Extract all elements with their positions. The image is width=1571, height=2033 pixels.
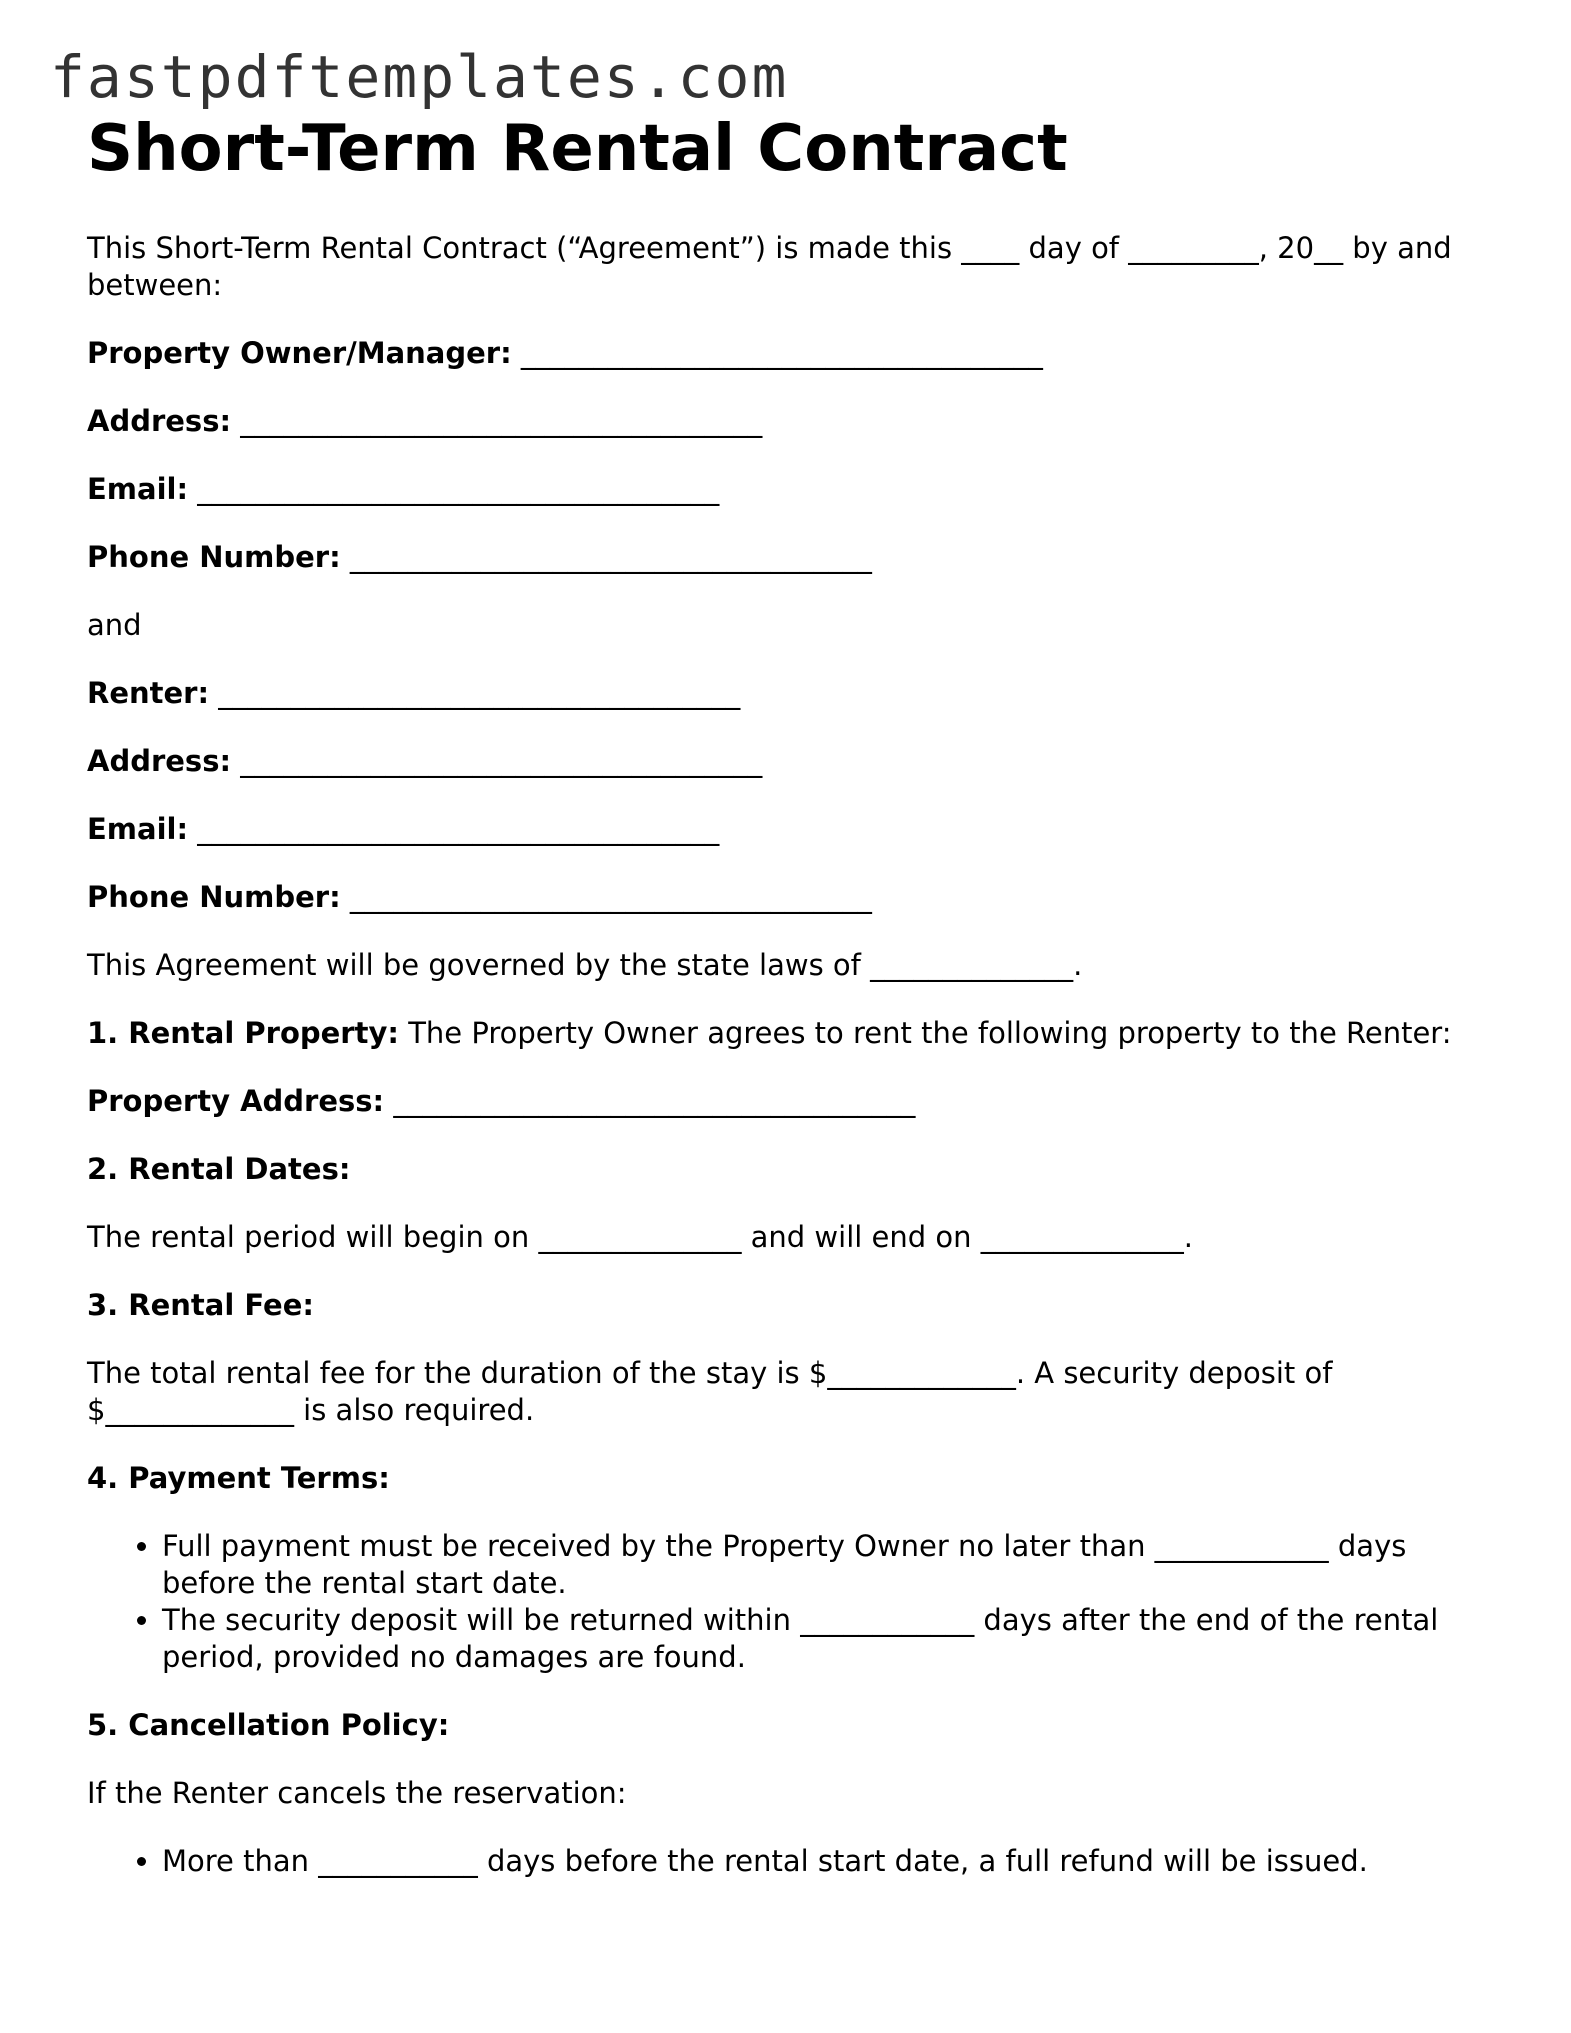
property-address-blank: ____________________________________ bbox=[393, 1084, 916, 1119]
section-2-text: The rental period will begin on ______________ and will end on ______________. bbox=[87, 1220, 1193, 1255]
section-3-heading: 3. Rental Fee: bbox=[87, 1288, 314, 1323]
owner-email-label: Email: bbox=[87, 472, 189, 507]
owner-email-blank: ____________________________________ bbox=[197, 472, 720, 507]
renter-email-field bbox=[87, 811, 1507, 848]
renter-name-blank: ____________________________________ bbox=[218, 676, 741, 711]
section-2-heading: 2. Rental Dates: bbox=[87, 1152, 351, 1187]
renter-email-label: Email: bbox=[87, 812, 189, 847]
owner-address-label: Address: bbox=[87, 404, 232, 439]
owner-name-field bbox=[87, 335, 1507, 372]
list-item: • Full payment must be received by the Property Owner no later than ____________ days before the rental start date. bbox=[162, 1528, 1507, 1602]
renter-phone-blank: ____________________________________ bbox=[349, 880, 872, 915]
section-rental-property bbox=[87, 1015, 1507, 1052]
section-4-heading: 4. Payment Terms: bbox=[87, 1461, 390, 1496]
watermark: fastpdftemplates.com bbox=[50, 43, 789, 111]
section-1-heading: 1. Rental Property: bbox=[87, 1016, 399, 1051]
owner-address-blank: ____________________________________ bbox=[240, 404, 763, 439]
renter-name-field bbox=[87, 675, 1507, 712]
owner-phone-label: Phone Number: bbox=[87, 540, 341, 575]
owner-phone-field bbox=[87, 539, 1507, 576]
renter-address-blank: ____________________________________ bbox=[240, 744, 763, 779]
owner-address-field bbox=[87, 403, 1507, 440]
document-title: Short-Term Rental Contract bbox=[87, 112, 1068, 186]
list-item: • More than ___________ days before the rental start date, a full refund will be issued. bbox=[162, 1843, 1507, 1880]
property-address-label: Property Address: bbox=[87, 1084, 385, 1119]
section-5-heading: 5. Cancellation Policy: bbox=[87, 1708, 450, 1743]
renter-address-label: Address: bbox=[87, 744, 232, 779]
renter-address-field bbox=[87, 743, 1507, 780]
section-5-text: If the Renter cancels the reservation: bbox=[87, 1776, 627, 1811]
document-body bbox=[87, 114, 1507, 1911]
section-3-text: The total rental fee for the duration of the stay is $_____________. A security deposit of $_____________ is also required. bbox=[87, 1356, 1333, 1428]
renter-name-label: Renter: bbox=[87, 676, 210, 711]
payment-terms-list bbox=[87, 1528, 1507, 1676]
list-item: • The security deposit will be returned within ____________ days after the end of the rental period, provided no damages are found. bbox=[162, 1602, 1507, 1676]
renter-phone-label: Phone Number: bbox=[87, 880, 341, 915]
and-text: and bbox=[87, 608, 142, 643]
property-address-field bbox=[87, 1083, 1507, 1120]
owner-phone-blank: ____________________________________ bbox=[349, 540, 872, 575]
section-1-text: The Property Owner agrees to rent the following property to the Renter: bbox=[408, 1016, 1452, 1051]
governing-law-paragraph: This Agreement will be governed by the state laws of ______________. bbox=[87, 948, 1083, 983]
renter-email-blank: ____________________________________ bbox=[197, 812, 720, 847]
renter-phone-field bbox=[87, 879, 1507, 916]
owner-name-label: Property Owner/Manager: bbox=[87, 336, 512, 371]
owner-name-blank: ____________________________________ bbox=[520, 336, 1043, 371]
cancellation-policy-list bbox=[87, 1843, 1507, 1880]
intro-paragraph: This Short-Term Rental Contract (“Agreement”) is made this ____ day of _________, 20__ by and between: bbox=[87, 231, 1452, 303]
owner-email-field bbox=[87, 471, 1507, 508]
